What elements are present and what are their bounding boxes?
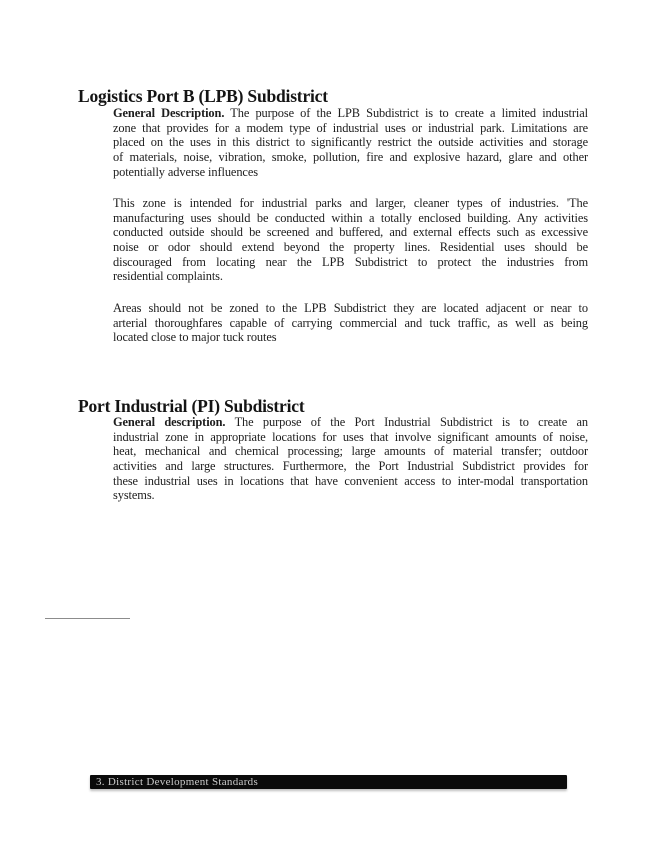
text-line: conducted outside should be screened and buffered, and external effects such as excessive [113, 225, 588, 240]
text-line: activities and large structures. Furthermore, the Port Industrial Subdistrict provides for [113, 459, 588, 474]
footer-divider-line [45, 618, 130, 619]
text-line: located close to major tuck routes [113, 330, 277, 345]
text-line: heat, mechanical and chemical processing; large amounts of material transfer; outdoor [113, 444, 588, 459]
footer-bar [90, 775, 567, 789]
text-line: residential complaints. [113, 269, 223, 284]
text-line: General description. The purpose of the Port Industrial Subdistrict is to create an [113, 415, 588, 429]
paragraph-lpb-zone-intent [113, 196, 588, 284]
text-line: General Description. The purpose of the LPB Subdistrict is to create a limited industrial [113, 106, 588, 120]
text-line: industrial zone in appropriate locations for uses that involve significant amounts of noise, [113, 429, 588, 444]
text-line: potentially adverse influences [113, 164, 258, 179]
text-line: zone that provides for a modem type of industrial uses or industrial park. Limitations are [113, 120, 588, 135]
text-line: manufacturing uses should be conducted within a totally enclosed building. Any activities [113, 210, 588, 225]
paragraph-lpb-general-description [113, 106, 588, 179]
paragraph-bold-lead: General Description. [113, 106, 225, 120]
text-line: Areas should not be zoned to the LPB Subdistrict they are located adjacent or near to [113, 301, 588, 315]
text-line: noise or odor should extend beyond the property lines. Residential uses should be [113, 240, 588, 255]
text-line: these industrial uses in locations that have convenient access to inter-modal transportation [113, 473, 588, 488]
paragraph-lpb-zoning-criteria [113, 301, 588, 345]
footer-bar-label: 3. District Development Standards [96, 776, 259, 788]
text-line: This zone is intended for industrial parks and larger, cleaner types of industries. 'The [113, 196, 588, 210]
section-heading-lpb: Logistics Port B (LPB) Subdistrict [78, 85, 328, 106]
section-heading-pi: Port Industrial (PI) Subdistrict [78, 395, 305, 416]
text-line: of materials, noise, vibration, smoke, pollution, fire and explosive hazard, glare and other [113, 150, 588, 165]
paragraph-bold-lead: General description. [113, 415, 226, 429]
text-line: systems. [113, 488, 155, 503]
text-line: discouraged from locating near the LPB Subdistrict to protect the industries from [113, 254, 588, 269]
paragraph-pi-general-description [113, 415, 588, 503]
text-line: placed on the uses in this district to significantly restrict the outside activities and storage [113, 135, 588, 150]
text-line: arterial thoroughfares capable of carrying commercial and tuck traffic, as well as being [113, 315, 588, 330]
